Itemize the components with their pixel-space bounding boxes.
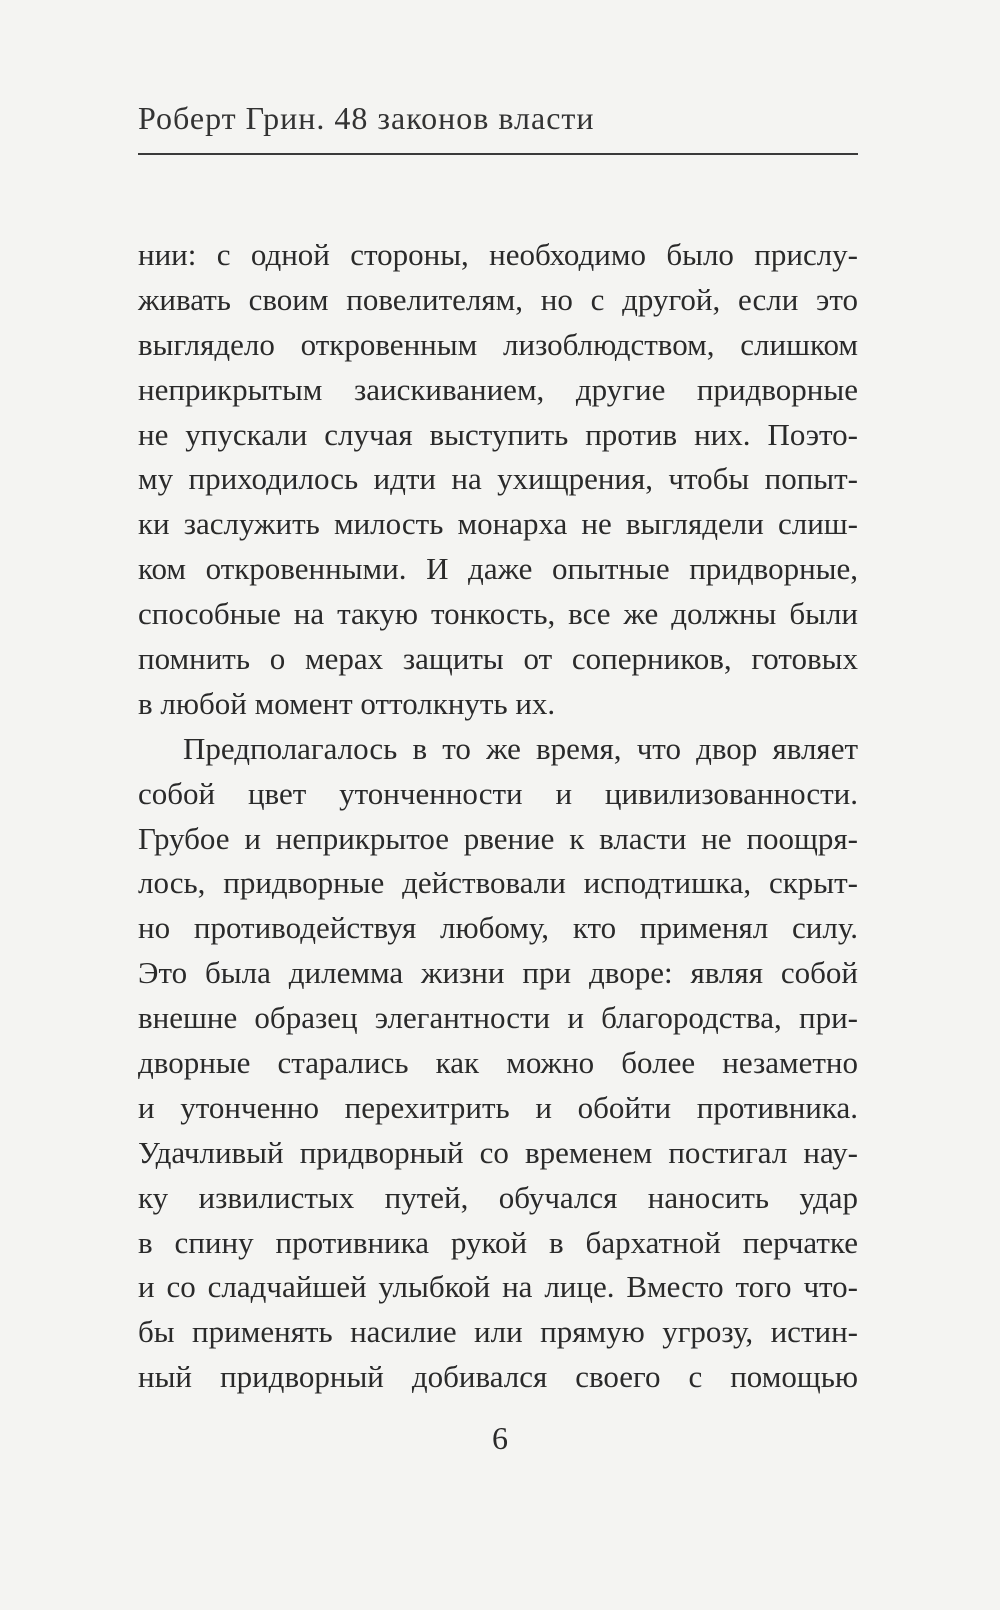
- paragraph-1: [138, 233, 858, 727]
- text-line: и утонченно перехитрить и обойти противника.: [138, 1089, 858, 1125]
- page-number: 6: [492, 1420, 508, 1456]
- text-line: и со сладчайшей улыбкой на лице. Вместо того что-: [138, 1269, 858, 1305]
- text-line: ком откровенными. И даже опытные придворные,: [138, 551, 858, 587]
- text-line: Предполагалось в то же время, что двор являет: [183, 730, 858, 766]
- text-line: му приходилось идти на ухищрения, чтобы попыт-: [138, 461, 858, 497]
- header-rule: [138, 153, 858, 155]
- text-line: в любой момент оттолкнуть их.: [138, 685, 556, 721]
- text-line: бы применять насилие или прямую угрозу, истин-: [138, 1314, 858, 1350]
- running-header: Роберт Грин. 48 законов власти: [138, 100, 595, 136]
- text-line: ки заслужить милость монарха не выглядели слиш-: [138, 506, 858, 542]
- text-line: лось, придворные действовали исподтишка, скрыт-: [138, 865, 858, 901]
- text-line: выглядело откровенным лизоблюдством, слишком: [138, 326, 858, 362]
- text-line: ный придворный добивался своего с помощью: [138, 1359, 858, 1395]
- text-line: нии: с одной стороны, необходимо было прислу-: [138, 237, 858, 272]
- text-line: внешне образец элегантности и благородства, при-: [138, 1000, 858, 1036]
- text-line: живать своим повелителям, но с другой, если это: [138, 281, 858, 317]
- text-line: ку извилистых путей, обучался наносить удар: [138, 1179, 858, 1215]
- text-line: Удачливый придворный со временем постигал нау-: [138, 1134, 858, 1170]
- text-line: Грубое и неприкрытое рвение к власти не поощря-: [138, 820, 858, 856]
- text-line: дворные старались как можно более незаметно: [138, 1045, 858, 1081]
- body-text: [138, 233, 858, 1400]
- paragraph-2: [138, 727, 858, 1400]
- text-line: в спину противника рукой в бархатной перчатке: [138, 1224, 858, 1260]
- text-line: помнить о мерах защиты от соперников, готовых: [138, 641, 858, 677]
- text-line: но противодействуя любому, кто применял силу.: [138, 910, 858, 946]
- text-line: не упускали случая выступить против них. Поэто-: [138, 416, 858, 452]
- text-line: способные на такую тонкость, все же должны были: [138, 596, 858, 632]
- text-line: Это была дилемма жизни при дворе: являя собой: [138, 955, 858, 991]
- text-line: собой цвет утонченности и цивилизованности.: [138, 775, 858, 811]
- text-line: неприкрытым заискиванием, другие придворные: [138, 371, 858, 407]
